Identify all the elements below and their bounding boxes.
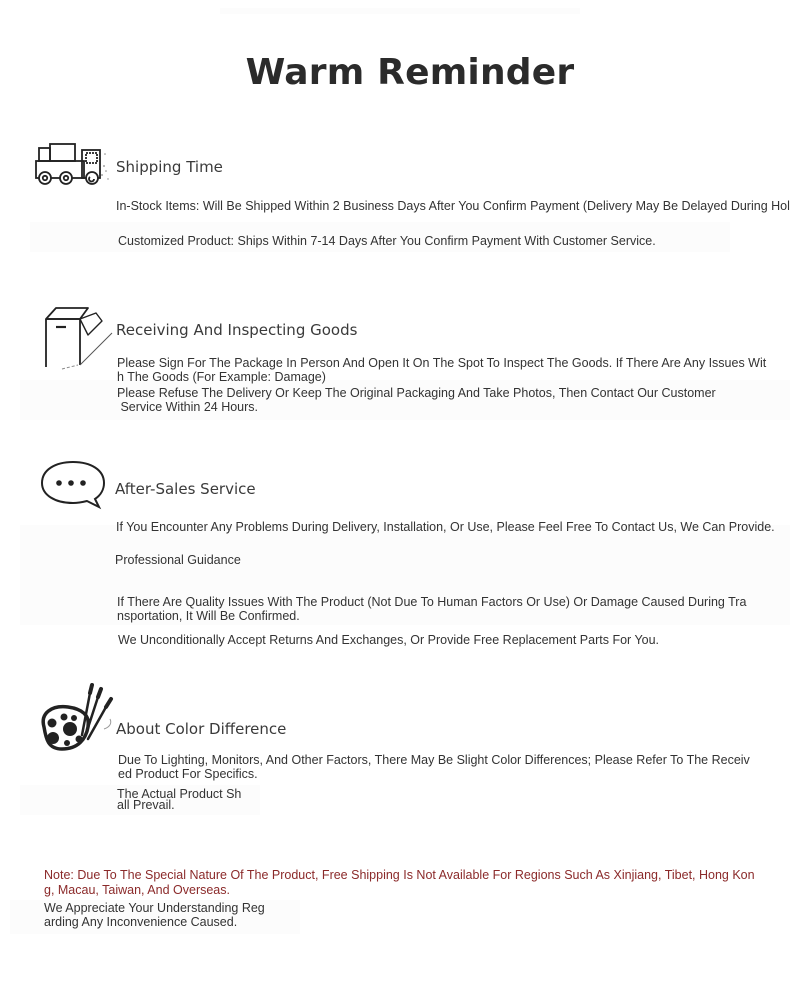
section-text: In-Stock Items: Will Be Shipped Within 2 Business Days After You Confirm Payment (Delivery May Be Delayed During Hol <box>116 199 790 213</box>
header-band <box>220 8 580 14</box>
section-heading: Shipping Time <box>116 158 223 176</box>
section-heading: After-Sales Service <box>115 480 256 498</box>
thanks-text: arding Any Inconvenience Caused. <box>44 915 238 929</box>
section-text: If There Are Quality Issues With The Product (Not Due To Human Factors Or Use) Or Damage Caused During Tra <box>117 595 747 609</box>
section-text: We Unconditionally Accept Returns And Exchanges, Or Provide Free Replacement Parts For You. <box>118 633 660 647</box>
shipping-exclusion-note: g, Macau, Taiwan, And Overseas. <box>44 883 230 897</box>
section-text: Due To Lighting, Monitors, And Other Factors, There May Be Slight Color Differences; Please Refer To The Receiv <box>118 753 750 767</box>
section-text: Please Sign For The Package In Person And Open It On The Spot To Inspect The Goods. If There Are Any Issues Wit <box>117 356 767 370</box>
open-box-icon <box>40 305 116 371</box>
section-heading: Receiving And Inspecting Goods <box>116 321 358 339</box>
section-text: all Prevail. <box>117 798 175 812</box>
section-text: Professional Guidance <box>115 553 241 567</box>
section-text: nsportation, It Will Be Confirmed. <box>117 609 300 623</box>
section-text: Service Within 24 Hours. <box>117 400 259 414</box>
chat-bubble-icon <box>39 459 107 511</box>
paint-palette-icon <box>38 683 118 755</box>
shipping-exclusion-note: Note: Due To The Special Nature Of The Product, Free Shipping Is Not Available For Regions Such As Xinjiang, Tibet, Hong Kon <box>44 868 755 882</box>
section-text: Customized Product: Ships Within 7-14 Days After You Confirm Payment With Customer Service. <box>118 234 656 248</box>
section-text: ed Product For Specifics. <box>118 767 258 781</box>
section-text: The Actual Product Sh <box>117 787 242 801</box>
section-text: Please Refuse The Delivery Or Keep The Original Packaging And Take Photos, Then Contact Our Customer <box>117 386 716 400</box>
section-text: If You Encounter Any Problems During Delivery, Installation, Or Use, Please Feel Free To Contact Us, We Can Provide. <box>116 520 775 534</box>
section-text: h The Goods (For Example: Damage) <box>117 370 326 384</box>
truck-icon <box>34 142 116 188</box>
thanks-text: We Appreciate Your Understanding Reg <box>44 901 265 915</box>
section-heading: About Color Difference <box>116 720 287 738</box>
page-title: Warm Reminder <box>245 52 575 93</box>
